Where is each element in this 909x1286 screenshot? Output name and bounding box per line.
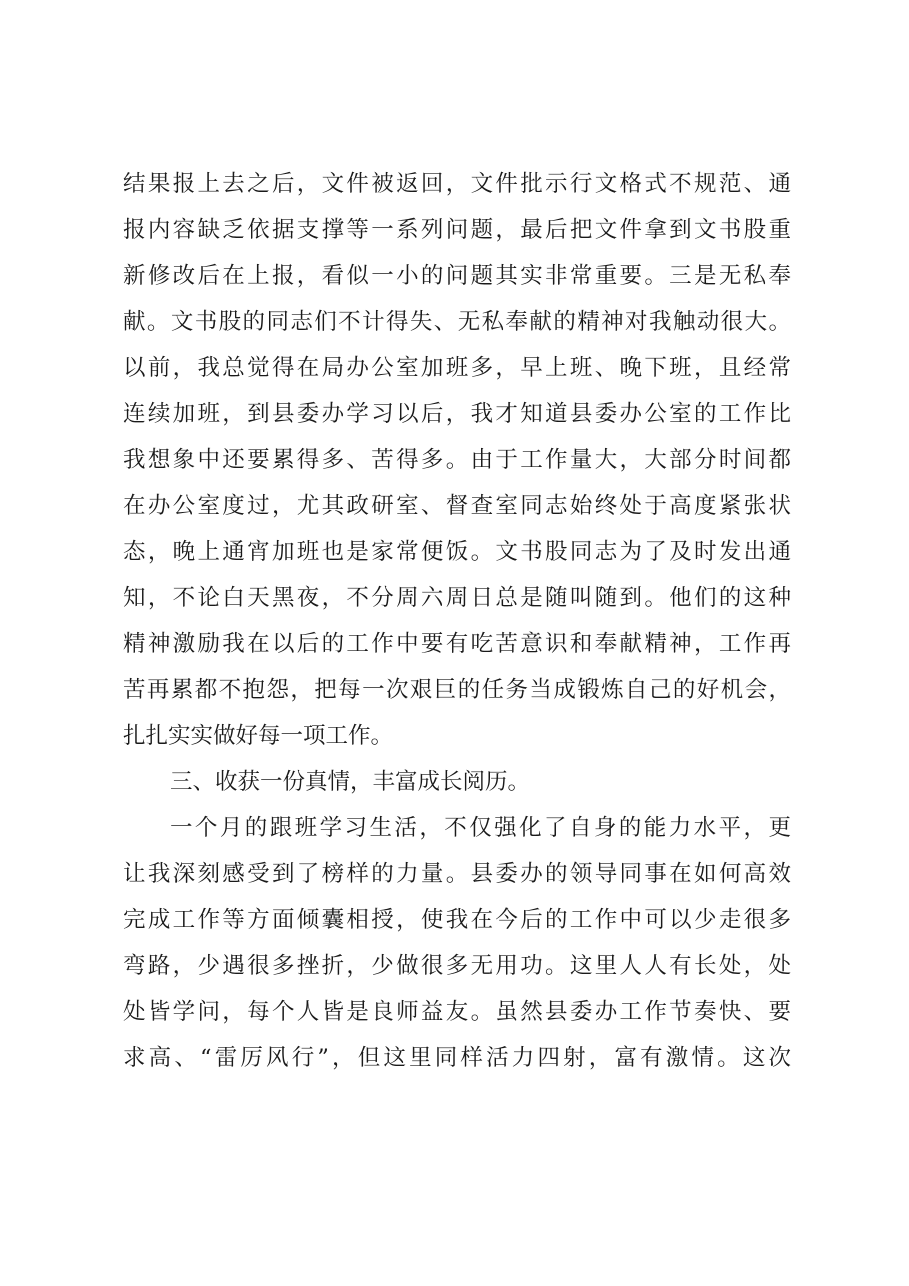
body-line: 弯路，少遇很多挫折，少做很多无用功。这里人人有长处，处 xyxy=(123,953,791,979)
body-line: 求高、“雷厉风行”，但这里同样活力四射，富有激情。这次 xyxy=(123,1045,791,1071)
body-line: 连续加班，到县委办学习以后，我才知道县委办公室的工作比 xyxy=(123,401,791,427)
body-line: 完成工作等方面倾囊相授，使我在今后的工作中可以少走很多 xyxy=(123,907,791,933)
body-line: 扎扎实实做好每一项工作。 xyxy=(123,723,394,749)
section-heading: 三、收获一份真情，丰富成长阅历。 xyxy=(170,769,531,795)
body-line: 在办公室度过，尤其政研室、督查室同志始终处于高度紧张状 xyxy=(123,493,791,519)
body-line: 结果报上去之后，文件被返回，文件批示行文格式不规范、通 xyxy=(123,171,791,197)
body-line: 态，晚上通宵加班也是家常便饭。文书股同志为了及时发出通 xyxy=(123,539,791,565)
body-line: 报内容缺乏依据支撑等一系列问题，最后把文件拿到文书股重 xyxy=(123,217,791,243)
body-line: 我想象中还要累得多、苦得多。由于工作量大，大部分时间都 xyxy=(123,447,791,473)
body-line: 苦再累都不抱怨，把每一次艰巨的任务当成锻炼自己的好机会， xyxy=(123,677,791,703)
body-line: 让我深刻感受到了榜样的力量。县委办的领导同事在如何高效 xyxy=(123,861,791,887)
body-line: 新修改后在上报，看似一小的问题其实非常重要。三是无私奉 xyxy=(123,263,791,289)
body-line: 精神激励我在以后的工作中要有吃苦意识和奉献精神，工作再 xyxy=(123,631,791,657)
body-line: 知，不论白天黑夜，不分周六周日总是随叫随到。他们的这种 xyxy=(123,585,791,611)
body-line: 献。文书股的同志们不计得失、无私奉献的精神对我触动很大。 xyxy=(123,309,791,335)
body-line: 处皆学问，每个人皆是良师益友。虽然县委办工作节奏快、要 xyxy=(123,999,791,1025)
body-line: 一个月的跟班学习生活，不仅强化了自身的能力水平，更 xyxy=(170,815,791,841)
body-line: 以前，我总觉得在局办公室加班多，早上班、晚下班，且经常 xyxy=(123,355,791,381)
